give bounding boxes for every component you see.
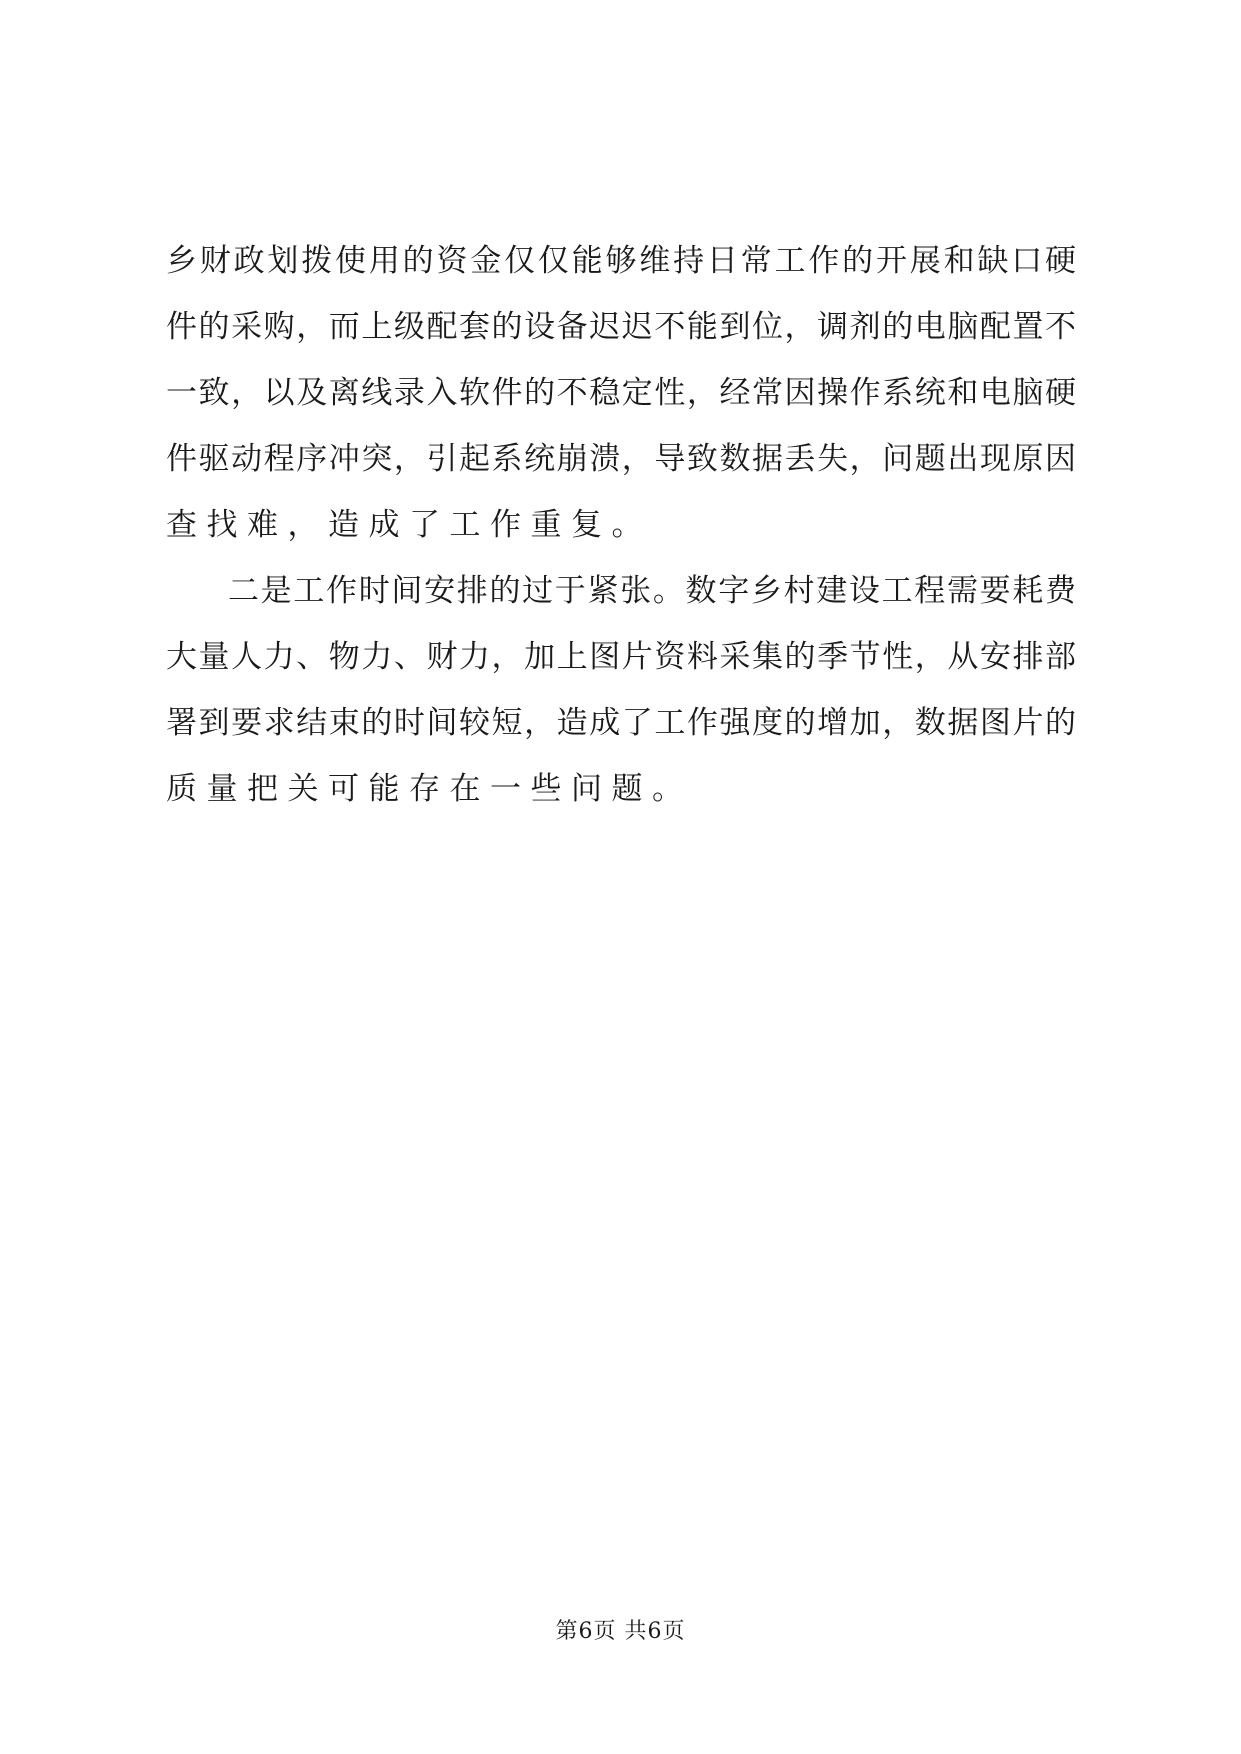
text-line: 二是工作时间安排的过于紧张。数字乡村建设工程需要耗费 [228, 573, 1076, 609]
text-line: 件的采购，而上级配套的设备迟迟不能到位，调剂的电脑配置不 [166, 309, 1076, 345]
text-line: 大量人力、物力、财力，加上图片资料采集的季节性，从安排部 [166, 639, 1076, 675]
text-line: 乡财政划拨使用的资金仅仅能够维持日常工作的开展和缺口硬 [166, 243, 1076, 279]
text-line: 署到要求结束的时间较短，造成了工作强度的增加，数据图片的 [166, 705, 1076, 741]
text-line: 一致，以及离线录入软件的不稳定性，经常因操作系统和电脑硬 [166, 375, 1076, 411]
page-number-footer: 第6页 共6页 [555, 1619, 686, 1644]
text-line: 件驱动程序冲突，引起系统崩溃，导致数据丢失，问题出现原因 [166, 441, 1076, 477]
document-body [166, 228, 1076, 822]
text-line: 质量把关可能存在一些问题。 [166, 771, 693, 807]
paragraph-2 [166, 558, 1076, 822]
text-line: 查找难，造成了工作重复。 [166, 507, 652, 543]
paragraph-1 [166, 228, 1076, 558]
